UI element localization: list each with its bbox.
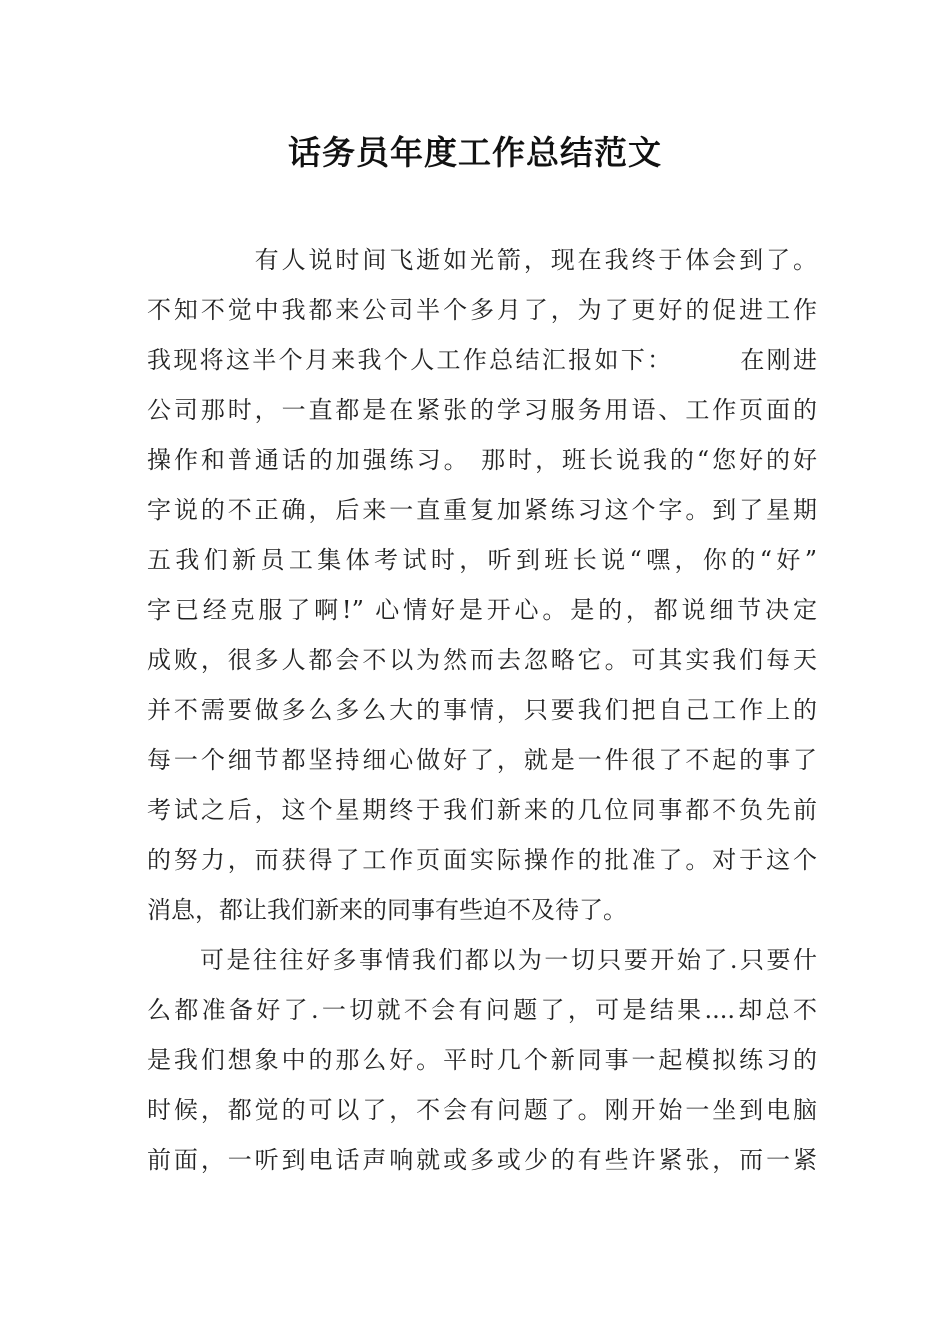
body-line: 可是往往好多事情我们都以为一切只要开始了.只要什	[147, 946, 817, 974]
body-line: 每一个细节都坚持细心做好了，就是一件很了不起的事了	[147, 746, 817, 774]
body-line: 不知不觉中我都来公司半个多月了，为了更好的促进工作	[147, 296, 817, 324]
document-title: 话务员年度工作总结范文	[288, 133, 662, 172]
document-body	[147, 235, 817, 1185]
body-line: 是我们想象中的那么好。平时几个新同事一起模拟练习的	[147, 1046, 817, 1074]
body-line: 五我们新员工集体考试时，听到班长说“嘿，你的“好”	[147, 546, 817, 574]
body-line: 么都准备好了.一切就不会有问题了，可是结果....却总不	[147, 996, 817, 1024]
body-line: 字说的不正确，后来一直重复加紧练习这个字。到了星期	[147, 496, 817, 524]
body-line: 我现将这半个月来我个人工作总结汇报如下： 在刚进	[147, 346, 817, 374]
body-line: 前面，一听到电话声响就或多或少的有些许紧张，而一紧	[147, 1146, 817, 1174]
body-line: 有人说时间飞逝如光箭，现在我终于体会到了。	[147, 246, 817, 274]
body-line: 成败，很多人都会不以为然而去忽略它。可其实我们每天	[147, 646, 817, 674]
body-line: 考试之后，这个星期终于我们新来的几位同事都不负先前	[147, 796, 817, 824]
body-line: 的努力，而获得了工作页面实际操作的批准了。对于这个	[147, 846, 817, 874]
body-line: 公司那时，一直都是在紧张的学习服务用语、工作页面的	[147, 396, 817, 424]
body-line: 时候，都觉的可以了，不会有问题了。刚开始一坐到电脑	[147, 1096, 817, 1124]
body-line: 字已经克服了啊!” 心情好是开心。是的，都说细节决定	[147, 596, 817, 624]
body-line: 消息，都让我们新来的同事有些迫不及待了。	[147, 896, 627, 924]
body-line: 并不需要做多么多么大的事情，只要我们把自己工作上的	[147, 696, 817, 724]
body-line: 操作和普通话的加强练习。 那时，班长说我的“您好的好	[147, 446, 817, 474]
